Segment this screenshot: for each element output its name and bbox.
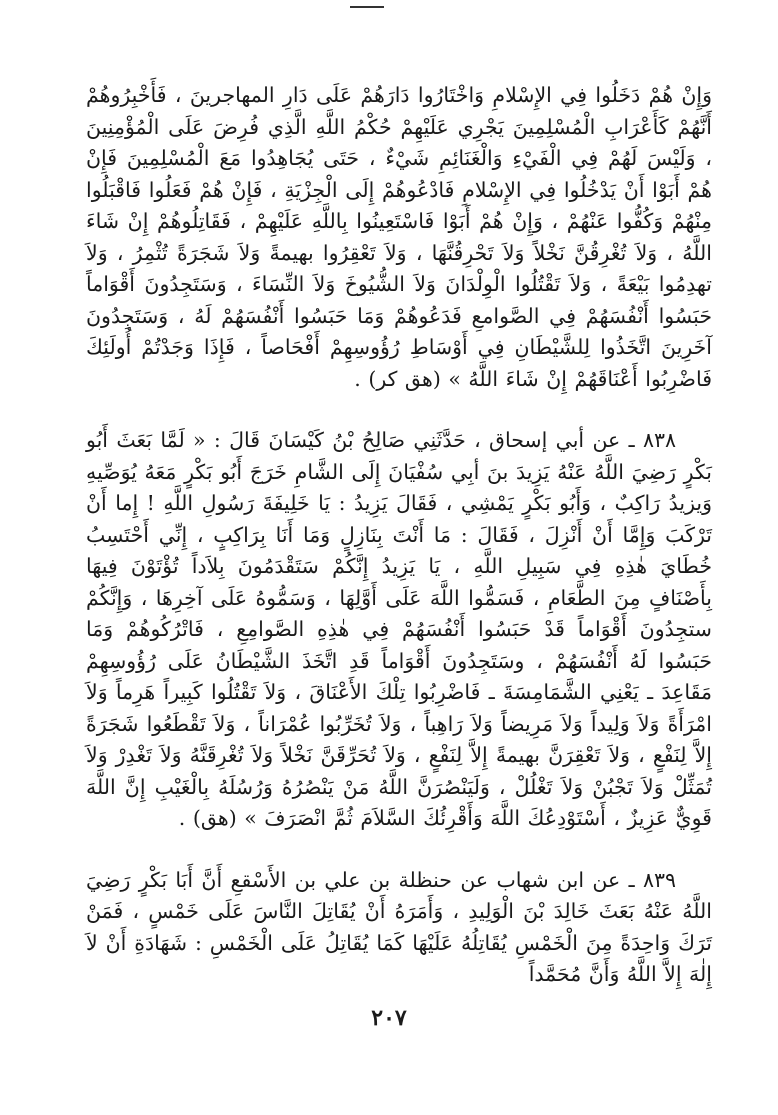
page-number: ٢٠٧ (371, 1005, 407, 1031)
page-body-text (86, 80, 712, 991)
top-rule-divider (350, 6, 384, 8)
paragraph-hadith-839: ٨٣٩ ـ عن ابن شهاب عن حنظلة بن علي بن الأَسْقعِ أَنَّ أَبَا بَكْرٍ رَضِيَ اللَّهُ عَنْهُ بَعَثَ خَالِدَ بْنَ الْوَلِيدِ ، وَأَمَرَهُ أَنْ يُقَاتِلَ النَّاسَ عَلَى خَمْسٍ ، فَمَنْ تَرَكَ وَاحِدَةً مِنَ الْخَمْسِ يُقَاتِلُهُ عَلَيْهَا كَمَا يُقَاتِلُ عَلَى الْخَمْسِ : شَهَادَةِ أَنْ لاَ إِلٰهَ إِلاَّ اللَّهُ وَأَنَّ مُحَمَّداً (86, 867, 712, 986)
paragraph-hadith-838: ٨٣٨ ـ عن أبي إسحاق ، حَدَّثَنِي صَالِحُ بْنُ كَيْسَانَ قَالَ : « لَمَّا بَعَثَ أَبُو بَكْرٍ رَضِيَ اللَّهُ عَنْهُ يَزِيدَ بنَ أبِي سُفْيَانَ إِلَى الشَّامِ خَرَجَ أَبُو بَكْرٍ مَعَهُ يُوَصِّيهِ وَيزيدُ رَاكِبٌ ، وَأَبُو بَكْرٍ يَمْشِي ، فَقَالَ يَزِيدُ : يَا خَلِيفَةَ رَسُولِ اللَّهِ ! إِما أَنْ تَرْكَبَ وَإِمَّا أَنْ أَنْزِلَ ، فَقَالَ : مَا أَنْتَ بِنَازِلٍ وَمَا أَنَا بِرَاكِبٍ ، إِنِّي أَحْتَسِبُ خُطَايَ هٰذِهِ فِي سَبِيلِ اللَّهِ ، يَا يَزِيدُ إِنَّكُمْ سَتَقْدَمُونَ بِلاَداً تُؤْتَوْنَ فِيهَا بِأَصْنَافٍ مِنَ الطَّعَامِ ، فَسَمُّوا اللَّهَ عَلَى أَوَّلِهَا ، وَسَمُّوهُ عَلَى آخِرِهَا ، وَإِنَّكُمْ ستجِدُونَ أَقْوَاماً قَدْ حَبَسُوا أَنْفُسَهُمْ فِي هٰذِهِ الصَّوامِعِ ، فَاتْرُكُوهُمْ وَمَا حَبَسُوا لَهُ أَنْفُسَهُمْ ، وسَتَجِدُونَ أَقْوَاماً قَدِ اتَّخَذَ الشَّيْطَانُ عَلَى رُؤُوسِهِمْ مَقَاعِدَ ـ يَعْنِي الشَّمَامِسَةَ ـ فَاضْرِبُوا تِلْكَ الأَعْنَاقَ ، وَلاَ تَقْتُلُوا كَبِيراً هَرِماً وَلاَ امْرَأَةً وَلاَ وَلِيداً وَلاَ مَرِيضاً وَلاَ رَاهِباً ، وَلاَ تُخَرِّبُوا عُمْرَاناً ، وَلاَ تَقْطَعُوا شَجَرَةً إِلاَّ لِنَفْعٍ ، وَلاَ تَعْقِرَنَّ بهيمةً إِلاَّ لِنَفْعٍ ، وَلاَ تُحَرِّقَنَّ نَخْلاً وَلاَ تُغْرِقَنَّهُ وَلاَ تَغْدِرْ وَلاَ تُمَثِّلْ وَلاَ تَجْبُنْ وَلاَ تَغْلُلْ ، وَلَيَنْصُرَنَّ اللَّهُ مَنْ يَنْصُرُهُ وَرُسُلَهُ بِالْغَيْبِ إِنَّ اللَّهَ قَوِيٌّ عَزِيزٌ ، أَسْتَوْدِعُكَ اللَّهَ وَأَقْرِئُكَ السَّلاَمَ ثُمَّ انْصَرَفَ » (هق) . (86, 428, 712, 830)
paragraph-continuation: وَإِنْ هُمْ دَخَلُوا فِي الإِسْلامِ وَاخْتَارُوا دَارَهُمْ عَلَى دَارِ المهاجرينَ ، فَأَخْبِرُوهُمْ أَنَّهُمْ كَأَعْرَابِ الْمُسْلِمِينَ يَجْرِي عَلَيْهِمْ حُكْمُ اللَّهِ الَّذِي فُرِضَ عَلَى الْمُؤْمِنِينَ ، وَلَيْسَ لَهُمْ فِي الْفَيْءِ وَالْغَنَائِمِ شَيْءٌ ، حَتَى يُجَاهِدُوا مَعَ الْمُسْلِمِينَ فَإِنْ هُمْ أَبَوْا أَنْ يَدْخُلُوا فِي الإِسْلامِ فَادْعُوهُمْ إِلَى الْجِزْيَةِ ، فَإِنْ هُمْ فَعَلُوا فَاقْبَلُوا مِنْهُمْ وَكُفُّوا عَنْهُمْ ، وَإِنْ هُمْ أَبَوْا فَاسْتَعِينُوا بِاللَّهِ عَلَيْهِمْ ، فَقَاتِلُوهُمْ إِنْ شَاءَ اللَّهُ ، وَلاَ تُغْرِقُنَّ نَخْلاً وَلاَ تَحْرِقُنَّهَا ، وَلاَ تَعْقِرُوا بهيمةً وَلاَ شَجَرَةً تُثْمِرُ ، وَلاَ تهدِمُوا بَيْعَةً ، وَلاَ تَقْتُلُوا الْوِلْدَانَ وَلاَ الشُّيُوخَ وَلاَ النِّسَاءَ ، وَسَتَجِدُونَ أَقْوَاماً حَبَسُوا أَنْفُسَهُمْ فِي الصَّوامعِ فَدَعُوهُمْ وَمَا حَبَسُوا أَنْفُسَهُمْ لَهُ ، وَسَتَجِدُونَ آخَرِينَ اتَّخَذُوا لِلشَّيْطَانِ فِي أَوْسَاطِ رُؤُوسِهِمْ أَفْحَاصاً ، فَإِذَا وَجَدْتُمْ أُولَئِكَ فَاضْرِبُوا أَعْنَاقَهُمْ إِنْ شَاءَ اللَّهُ » (هق كر) . (86, 83, 712, 391)
